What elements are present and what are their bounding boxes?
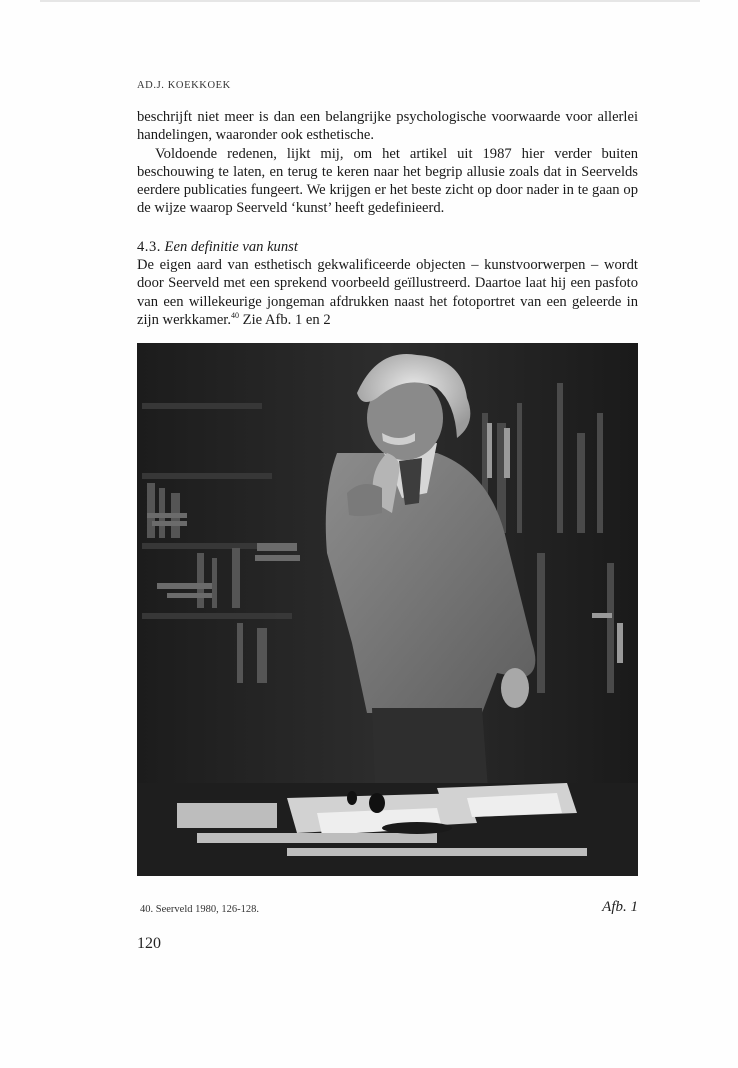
section-paragraph (137, 256, 638, 329)
top-rule (40, 0, 700, 2)
paragraph-2: Voldoende redenen, lijkt mij, om het artikel uit 1987 hier verder buiten beschouwing te laten, en terug te keren naar het begrip allusie zoals dat in Seervelds eerdere publicaties fungeert. We krijgen er het beste zicht op door nader in te gaan op de wijze waarop Seerveld ‘kunst’ heeft gedefinieerd. (137, 145, 638, 217)
figure-caption: Afb. 1 (602, 899, 638, 915)
section-text: De eigen aard van esthetisch gekwalificeerde objecten – kunstvoorwerpen – wordt door Seerveld met een sprekend voorbeeld geïllustreerd. Daartoe laat hij een pasfoto van een willekeurige jongeman afdrukken naast het fotoportret van een geleerde in zijn werkkamer. (137, 257, 638, 328)
paragraph-1: beschrijft niet meer is dan een belangrijke psychologische voorwaarde voor allerlei handelingen, waaronder ook esthetische. (137, 109, 638, 144)
running-head: AD.J. KOEKKOEK (137, 80, 231, 91)
section-text-tail: Zie Afb. 1 en 2 (239, 311, 331, 328)
footnote-ref[interactable]: 40 (231, 310, 240, 320)
portrait-photo-illustration (137, 343, 638, 876)
body-text (137, 108, 638, 329)
section-number: 4.3. (137, 238, 161, 255)
figure-photo (137, 343, 638, 876)
footnote: 40. Seerveld 1980, 126-128. (140, 904, 259, 915)
section-title: Een definitie van kunst (164, 238, 298, 255)
page-number: 120 (137, 935, 161, 952)
section-heading (137, 238, 638, 256)
